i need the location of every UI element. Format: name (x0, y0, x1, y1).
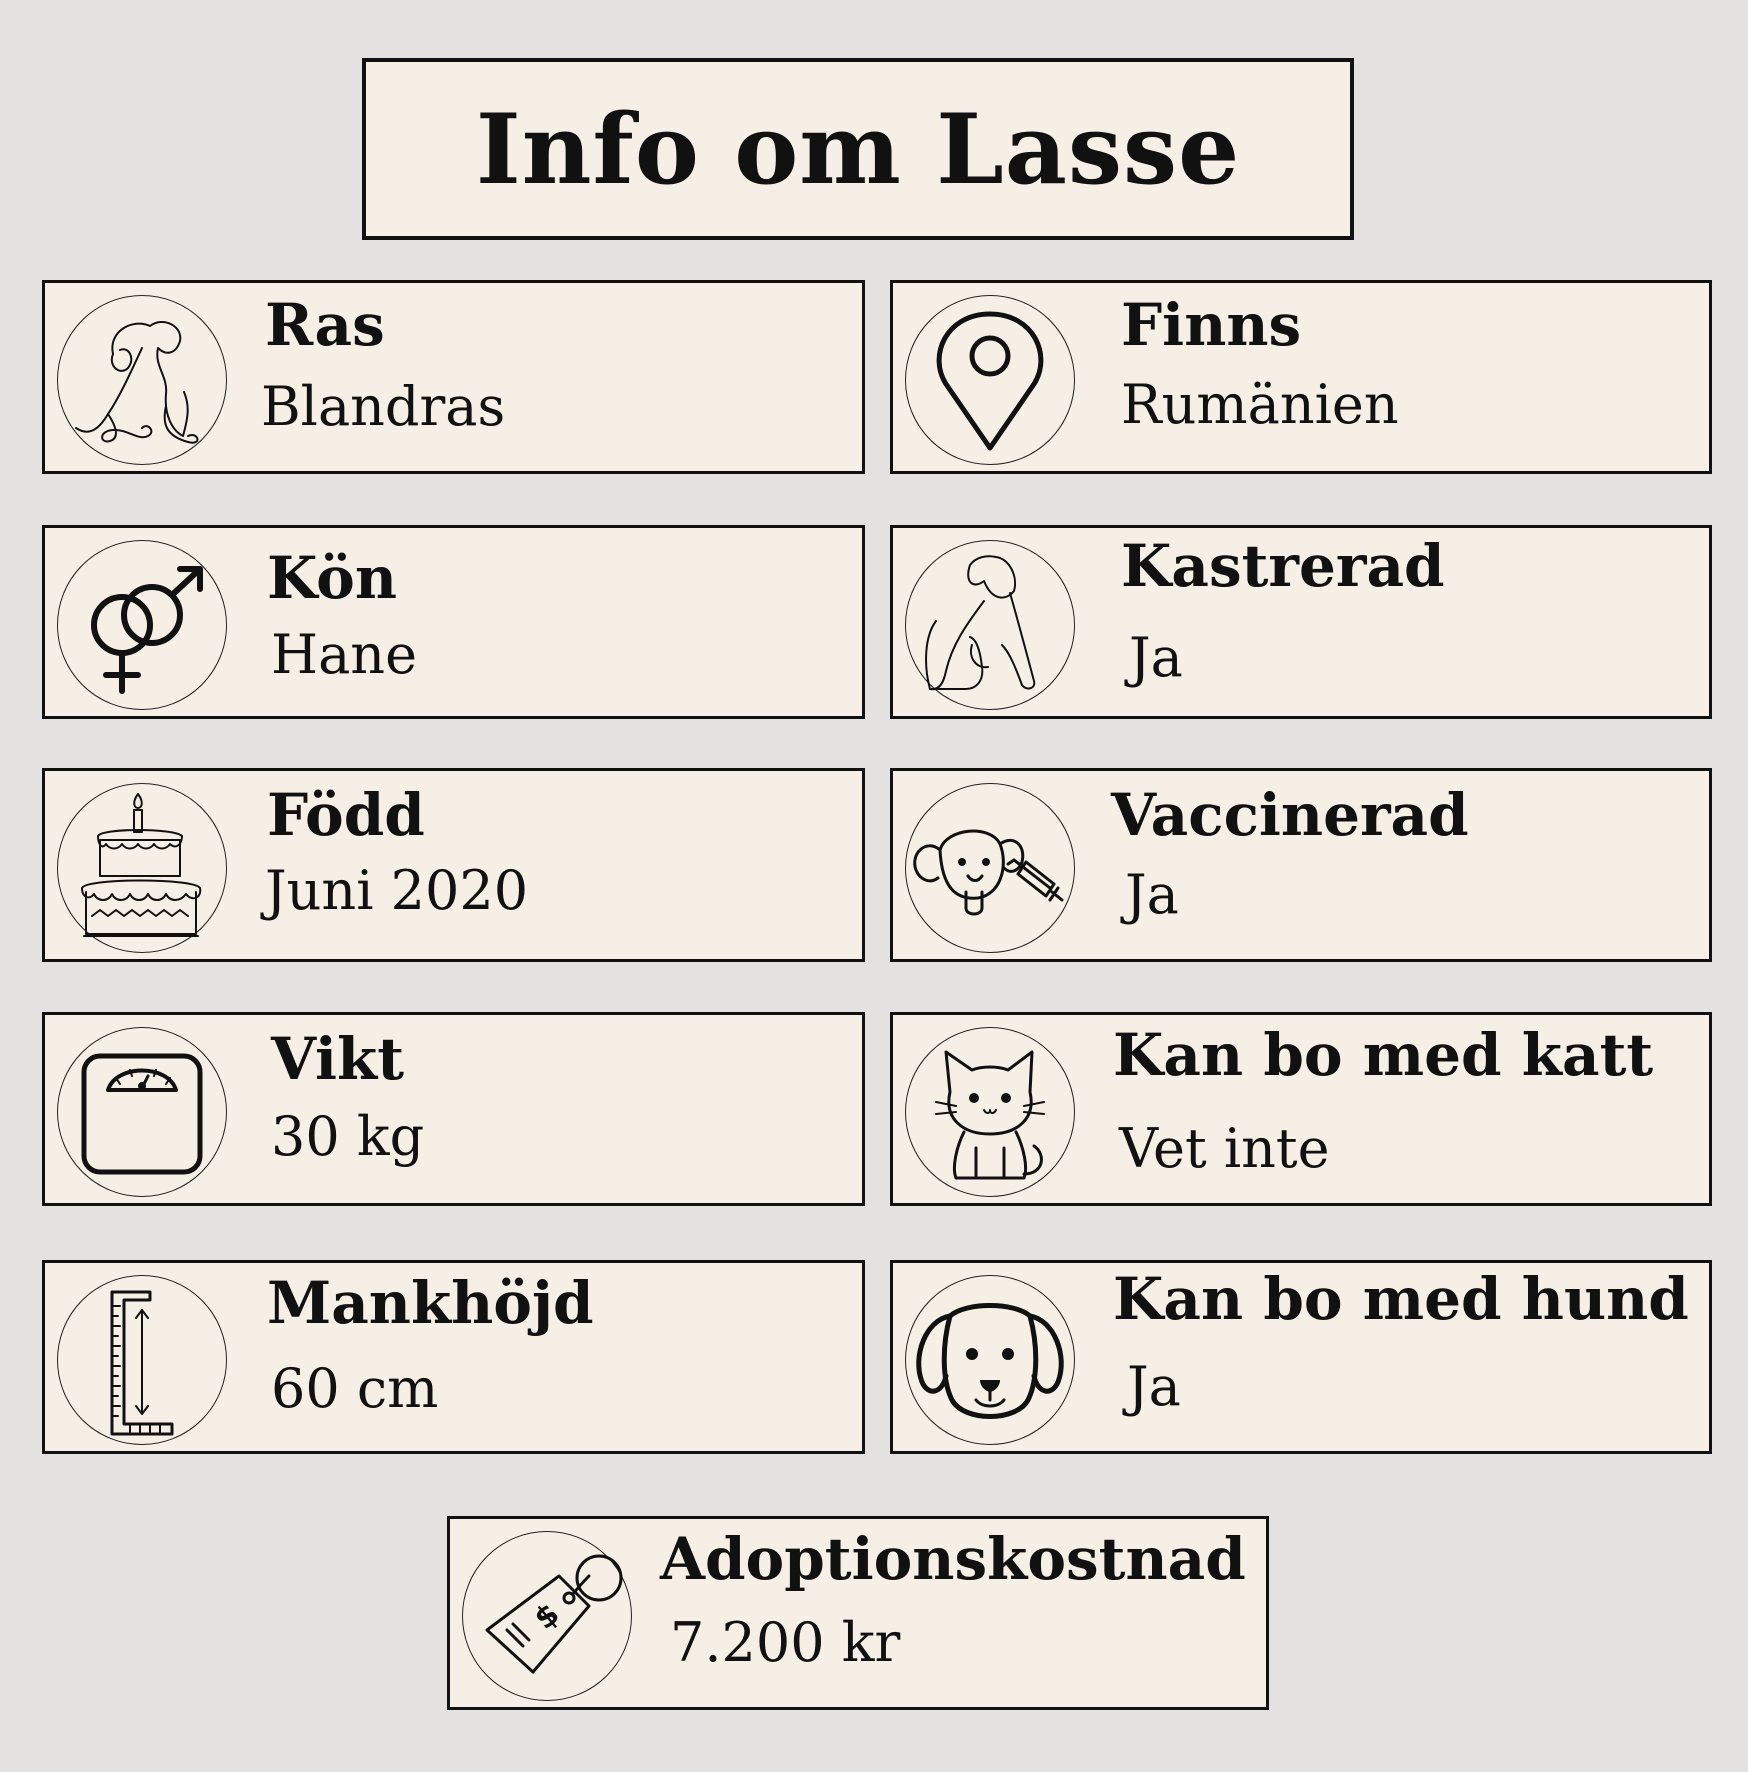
page-title: Info om Lasse (475, 92, 1241, 206)
svg-text:$: $ (527, 1596, 567, 1637)
card-label: Mankhöjd (267, 1269, 594, 1337)
dog-face-icon (905, 1275, 1075, 1445)
card-label: Vikt (271, 1025, 404, 1093)
dog-syringe-icon (905, 783, 1075, 953)
dog-sketch-icon (57, 295, 227, 465)
info-card-vaccinated (890, 768, 1712, 962)
card-label: Adoptionskostnad (660, 1525, 1246, 1593)
sitting-dog-icon (905, 540, 1075, 710)
info-card-cats (890, 1012, 1712, 1206)
info-card-breed (42, 280, 865, 474)
card-value: Ja (1125, 863, 1179, 926)
info-card-weight (42, 1012, 865, 1206)
location-pin-icon (905, 295, 1075, 465)
title-box (362, 58, 1354, 240)
info-card-neutered (890, 525, 1712, 719)
card-label: Kan bo med hund (1113, 1265, 1689, 1333)
card-label: Finns (1121, 291, 1302, 359)
card-label: Kan bo med katt (1113, 1021, 1654, 1089)
info-card-born (42, 768, 865, 962)
card-value: 30 kg (271, 1105, 425, 1168)
gender-symbols-icon (57, 540, 227, 710)
card-value: Hane (271, 623, 418, 686)
card-label: Kastrerad (1121, 532, 1445, 600)
cat-icon (905, 1027, 1075, 1197)
birthday-cake-icon (57, 783, 227, 953)
height-ruler-icon (57, 1275, 227, 1445)
info-card-height (42, 1260, 865, 1454)
card-value: Juni 2020 (265, 859, 529, 922)
weight-scale-icon (57, 1027, 227, 1197)
info-card-location (890, 280, 1712, 474)
info-card-dogs (890, 1260, 1712, 1454)
card-value: Rumänien (1121, 373, 1399, 436)
card-label: Vaccinerad (1111, 781, 1469, 849)
card-label: Kön (267, 544, 397, 612)
card-value: Vet inte (1119, 1117, 1330, 1180)
info-card-gender (42, 525, 865, 719)
card-value: 7.200 kr (670, 1611, 901, 1674)
card-label: Ras (265, 291, 385, 359)
card-value: Blandras (261, 375, 506, 438)
card-value: Ja (1127, 1355, 1181, 1418)
card-value: 60 cm (271, 1357, 439, 1420)
info-card-adoption-cost (447, 1516, 1269, 1710)
card-value: Ja (1129, 626, 1183, 689)
card-label: Född (267, 781, 425, 849)
price-tag-icon (462, 1531, 632, 1701)
